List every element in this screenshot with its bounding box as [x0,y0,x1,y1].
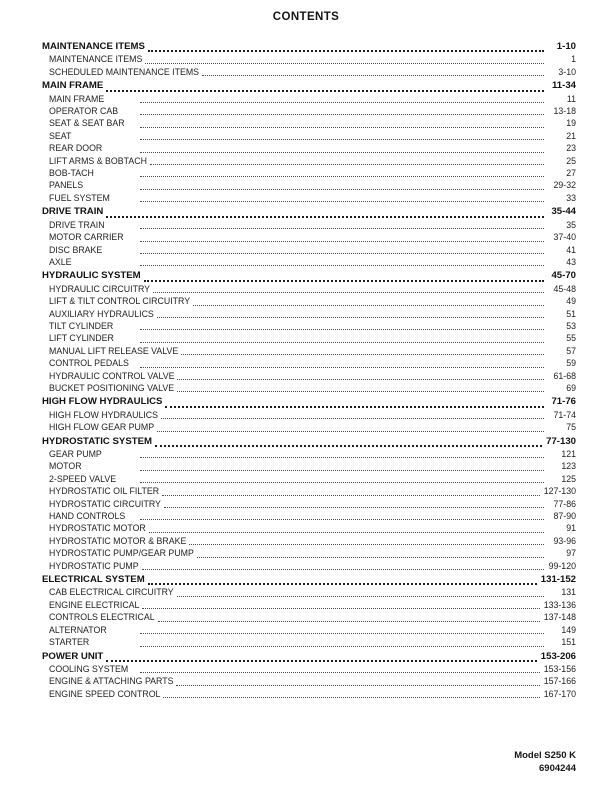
toc-item-label: SCHEDULED MAINTENANCE ITEMS [49,66,200,77]
dot-leader [145,63,544,64]
dot-leader [140,241,544,242]
toc-item-row [42,295,576,307]
dot-leader [106,216,544,218]
dot-leader [155,445,542,447]
toc-item-row [42,688,576,700]
dot-leader [106,90,544,92]
dot-leader [140,672,540,673]
toc-section-label: MAIN FRAME [42,80,104,92]
dot-leader [149,532,544,533]
toc-item-row [42,130,576,142]
toc-item-pages: 53 [566,320,576,331]
toc-item-pages: 93-96 [553,535,576,546]
dot-leader [140,519,544,520]
toc-item-row [42,547,576,559]
toc-item-row [42,93,576,105]
toc-item-label: SEAT & SEAT BAR [49,118,125,129]
dot-leader [165,406,544,408]
dot-leader [177,379,544,380]
toc-item-pages: 133-136 [543,599,576,610]
toc-item-pages: 49 [566,296,576,307]
toc-section-row [42,436,576,448]
toc-item-row [42,192,576,204]
toc-item-label: SEAT [49,130,72,141]
toc-item-row [42,345,576,357]
toc-item-pages: 55 [566,333,576,344]
toc-item-pages: 25 [566,155,576,166]
toc-item-label: LIFT ARMS & BOBTACH [49,155,147,166]
dot-leader [142,608,539,609]
toc-item-row [42,320,576,332]
dot-leader [140,470,544,471]
toc-item-label: MAINTENANCE ITEMS [49,54,143,65]
toc-item-pages: 35 [566,219,576,230]
toc-item-row [42,421,576,433]
toc-section-label: POWER UNIT [42,650,104,662]
dot-leader [158,621,540,622]
toc-item-pages: 99-120 [548,560,576,571]
dot-leader [176,685,539,686]
dot-leader [193,305,544,306]
toc-item-pages: 27 [566,168,576,179]
dot-leader [140,482,544,483]
toc-item-pages: 125 [561,473,576,484]
dot-leader [202,75,544,76]
toc-item-row [42,485,576,497]
toc-section-pages: 71-76 [551,396,576,408]
toc-item-pages: 3-10 [558,66,576,77]
toc-section-pages: 77-130 [546,435,576,447]
toc-item-label: HYDROSTATIC PUMP [49,560,139,571]
toc-item-row [42,283,576,295]
toc-item-pages: 123 [561,461,576,472]
toc-item-row [42,522,576,534]
toc-item-pages: 61-68 [553,370,576,381]
toc-item-row [42,586,576,598]
toc-item-label: TILT CYLINDER [49,320,114,331]
dot-leader [140,253,544,254]
toc-item-label: HYDROSTATIC MOTOR [49,523,146,534]
toc-item-pages: 57 [566,345,576,356]
dot-leader [106,660,536,662]
dot-leader [164,507,544,508]
toc-item-pages: 127-130 [543,486,576,497]
toc-item-label: REAR DOOR [49,143,103,154]
toc-item-pages: 23 [566,143,576,154]
toc-item-label: HYDROSTATIC OIL FILTER [49,486,160,497]
dot-leader [140,102,544,103]
toc-item-row [42,308,576,320]
toc-section-label: MAINTENANCE ITEMS [42,41,145,52]
toc-item-label: ALTERNATOR [49,624,107,635]
toc-item-pages: 37-40 [553,232,576,243]
toc-item-label: ENGINE & ATTACHING PARTS [49,676,174,687]
toc-item-label: ENGINE SPEED CONTROL [49,688,161,699]
toc-item-row [42,357,576,369]
toc-item-pages: 121 [561,449,576,459]
dot-leader [197,557,544,558]
toc-item-row [42,105,576,117]
dot-leader [140,633,544,634]
toc-item-label: GEAR PUMP [49,449,102,459]
toc-section-row [42,41,576,53]
toc-item-pages: 1 [571,54,576,65]
toc-item-pages: 91 [566,523,576,534]
dot-leader [140,139,544,140]
dot-leader [140,114,544,115]
toc-section-pages: 131-152 [540,574,576,586]
toc-item-row [42,53,576,65]
dot-leader [157,317,544,318]
toc-section-pages: 35-44 [551,206,576,218]
toc-section-label: ELECTRICAL SYSTEM [42,574,145,586]
dot-leader [140,127,544,128]
toc-item-label: HYDRAULIC CIRCUITRY [49,283,151,294]
toc-item-pages: 43 [566,256,576,267]
toc-item-label: MOTOR CARRIER [49,232,124,243]
page-title: CONTENTS [272,11,340,23]
toc-item-row [42,460,576,472]
toc-item-pages: 157-166 [543,676,576,687]
toc-item-label: HYDROSTATIC CIRCUITRY [49,498,161,509]
toc-item-pages: 13-18 [553,106,576,117]
toc-item-row [42,219,576,231]
toc-item-label: MAIN FRAME [49,93,105,104]
toc-item-row [42,244,576,256]
dot-leader [150,164,544,165]
toc-item-label: LIFT & TILT CONTROL CIRCUITRY [49,296,191,307]
toc-item-pages: 97 [566,548,576,559]
toc-section-row [42,396,576,408]
dot-leader [140,189,544,190]
toc-section-label: HYDRAULIC SYSTEM [42,270,141,282]
footer-model-label: Model S250 K [514,750,576,761]
toc-item-row [42,142,576,154]
dot-leader [140,342,544,343]
toc-item-row [42,663,576,675]
toc-section-row [42,270,576,282]
dot-leader [140,201,544,202]
toc-item-label: MOTOR [49,461,82,472]
dot-leader [163,697,539,698]
toc-section-label: HYDROSTATIC SYSTEM [42,435,152,447]
toc-item-row [42,560,576,572]
toc-item-label: HYDROSTATIC PUMP/GEAR PUMP [49,548,194,559]
table-of-contents [42,39,576,700]
toc-item-row [42,66,576,78]
toc-item-label: AUXILIARY HYDRAULICS [49,308,154,319]
toc-section-row [42,206,576,218]
toc-item-pages: 149 [561,624,576,635]
toc-section-label: DRIVE TRAIN [42,206,104,218]
toc-item-row [42,448,576,460]
dot-leader [189,544,544,545]
toc-item-row [42,498,576,510]
toc-item-row [42,332,576,344]
dot-leader [140,367,544,368]
toc-section-pages: 11-34 [551,80,576,92]
toc-item-pages: 45-48 [553,283,576,294]
toc-item-label: CONTROL PEDALS [49,358,129,369]
toc-item-pages: 151 [561,637,576,648]
dot-leader [177,391,544,392]
toc-item-label: OPERATOR CAB [49,106,119,117]
toc-item-row [42,167,576,179]
dot-leader [142,569,544,570]
toc-item-pages: 71-74 [553,409,576,420]
dot-leader [140,265,544,266]
toc-section-label: HIGH FLOW HYDRAULICS [42,396,163,408]
dot-leader [140,646,544,647]
toc-item-row [42,624,576,636]
toc-item-row [42,256,576,268]
toc-item-label: MANUAL LIFT RELEASE VALVE [49,345,179,356]
toc-item-pages: 87-90 [553,511,576,522]
toc-item-row [42,382,576,394]
toc-item-pages: 29-32 [553,180,576,191]
toc-item-label: HIGH FLOW GEAR PUMP [49,422,155,433]
dot-leader [162,495,540,496]
toc-item-pages: 51 [566,308,576,319]
toc-item-pages: 69 [566,382,576,393]
toc-item-row [42,231,576,243]
toc-section-row [42,80,576,92]
toc-item-pages: 75 [566,422,576,433]
toc-section-pages: 45-70 [551,270,576,282]
toc-item-row [42,636,576,648]
toc-section-pages: 153-206 [540,650,576,662]
toc-item-row [42,370,576,382]
toc-item-pages: 167-170 [543,688,576,699]
toc-item-pages: 11 [566,93,576,104]
toc-item-label: COOLING SYSTEM [49,663,129,674]
toc-item-pages: 33 [566,192,576,203]
toc-item-row [42,611,576,623]
toc-item-row [42,599,576,611]
toc-item-label: HYDROSTATIC MOTOR & BRAKE [49,535,187,546]
dot-leader [157,431,544,432]
toc-item-label: PANELS [49,180,84,191]
toc-item-label: DRIVE TRAIN [49,219,105,230]
toc-item-label: LIFT CYLINDER [49,333,114,344]
toc-item-label: BUCKET POSITIONING VALVE [49,382,175,393]
toc-item-pages: 137-148 [543,612,576,623]
dot-leader [148,50,544,52]
toc-item-pages: 21 [566,130,576,141]
toc-item-label: BOB-TACH [49,168,94,179]
toc-item-row [42,473,576,485]
footer-part-number: 6904244 [539,762,576,774]
dot-leader [177,596,544,597]
toc-item-pages: 59 [566,358,576,369]
toc-item-label: CAB ELECTRICAL CIRCUITRY [49,587,174,598]
toc-item-row [42,117,576,129]
toc-item-pages: 41 [566,244,576,255]
toc-item-row [42,155,576,167]
toc-item-label: CONTROLS ELECTRICAL [49,612,155,623]
dot-leader [148,583,537,585]
toc-item-label: FUEL SYSTEM [49,192,110,203]
toc-item-pages: 131 [561,587,576,598]
toc-item-row [42,535,576,547]
toc-item-row [42,179,576,191]
toc-item-row [42,409,576,421]
dot-leader [140,228,544,229]
footer [514,750,576,775]
dot-leader [161,418,544,419]
toc-section-row [42,651,576,663]
toc-item-pages: 19 [566,118,576,129]
toc-item-label: DISC BRAKE [49,244,103,255]
dot-leader [140,176,544,177]
dot-leader [144,280,544,282]
toc-section-pages: 1-10 [556,41,576,52]
toc-item-label: HIGH FLOW HYDRAULICS [49,409,158,420]
toc-item-label: HAND CONTROLS [49,511,126,522]
dot-leader [140,152,544,153]
dot-leader [181,354,544,355]
dot-leader [153,292,544,293]
toc-item-label: ENGINE ELECTRICAL [49,599,140,610]
dot-leader [140,457,544,458]
toc-item-label: HYDRAULIC CONTROL VALVE [49,370,175,381]
toc-item-row [42,510,576,522]
toc-item-row [42,675,576,687]
toc-item-label: 2-SPEED VALVE [49,473,117,484]
dot-leader [140,329,544,330]
toc-item-pages: 77-86 [553,498,576,509]
toc-item-pages: 153-156 [543,663,576,674]
toc-item-label: STARTER [49,637,90,648]
toc-item-label: AXLE [49,256,72,267]
toc-section-row [42,574,576,586]
